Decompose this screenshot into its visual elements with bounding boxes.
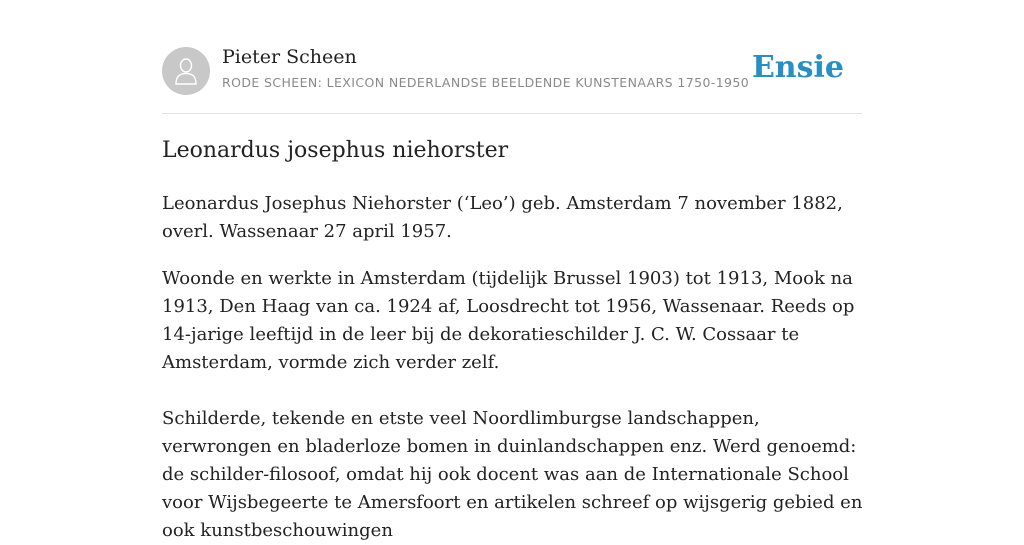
article-paragraph: Woonde en werkte in Amsterdam (tijdelijk Brussel 1903) tot 1913, Mook na 1913, Den Haag van ca. 1924 af, Loosdrecht tot 1956, Wassenaar. Reeds op 14-jarige leeftijd in de leer bij de dekoratieschilder J. C. W. Cossaar te Amsterdam, vormde zich verder zelf. [162, 268, 855, 373]
avatar[interactable] [162, 47, 210, 95]
header [162, 46, 862, 96]
article-paragraph: Schilderde, tekende en etste veel Noordlimburgse landschappen, verwrongen en bladerloze bomen in duinlandschappen enz. Werd genoemd: de schilder-filosoof, omdat hij ook docent was aan de Internationale School voor Wijsbegeerte te Amersfoort en artikelen schreef op wijsgerig gebied en ook kunstbeschouwingen [162, 408, 863, 541]
brand-logo[interactable]: Ensie [751, 50, 844, 85]
article-title: Leonardus josephus niehorster [162, 138, 509, 163]
user-icon [174, 57, 198, 85]
article-paragraph: Leonardus Josephus Niehorster (‘Leo’) geb. Amsterdam 7 november 1882, overl. Wassenaar 27 april 1957. [162, 193, 843, 242]
author-name[interactable]: Pieter Scheen [222, 46, 357, 68]
source-title[interactable]: RODE SCHEEN: LEXICON NEDERLANDSE BEELDENDE KUNSTENAARS 1750-1950 [222, 75, 750, 90]
divider [162, 113, 862, 114]
